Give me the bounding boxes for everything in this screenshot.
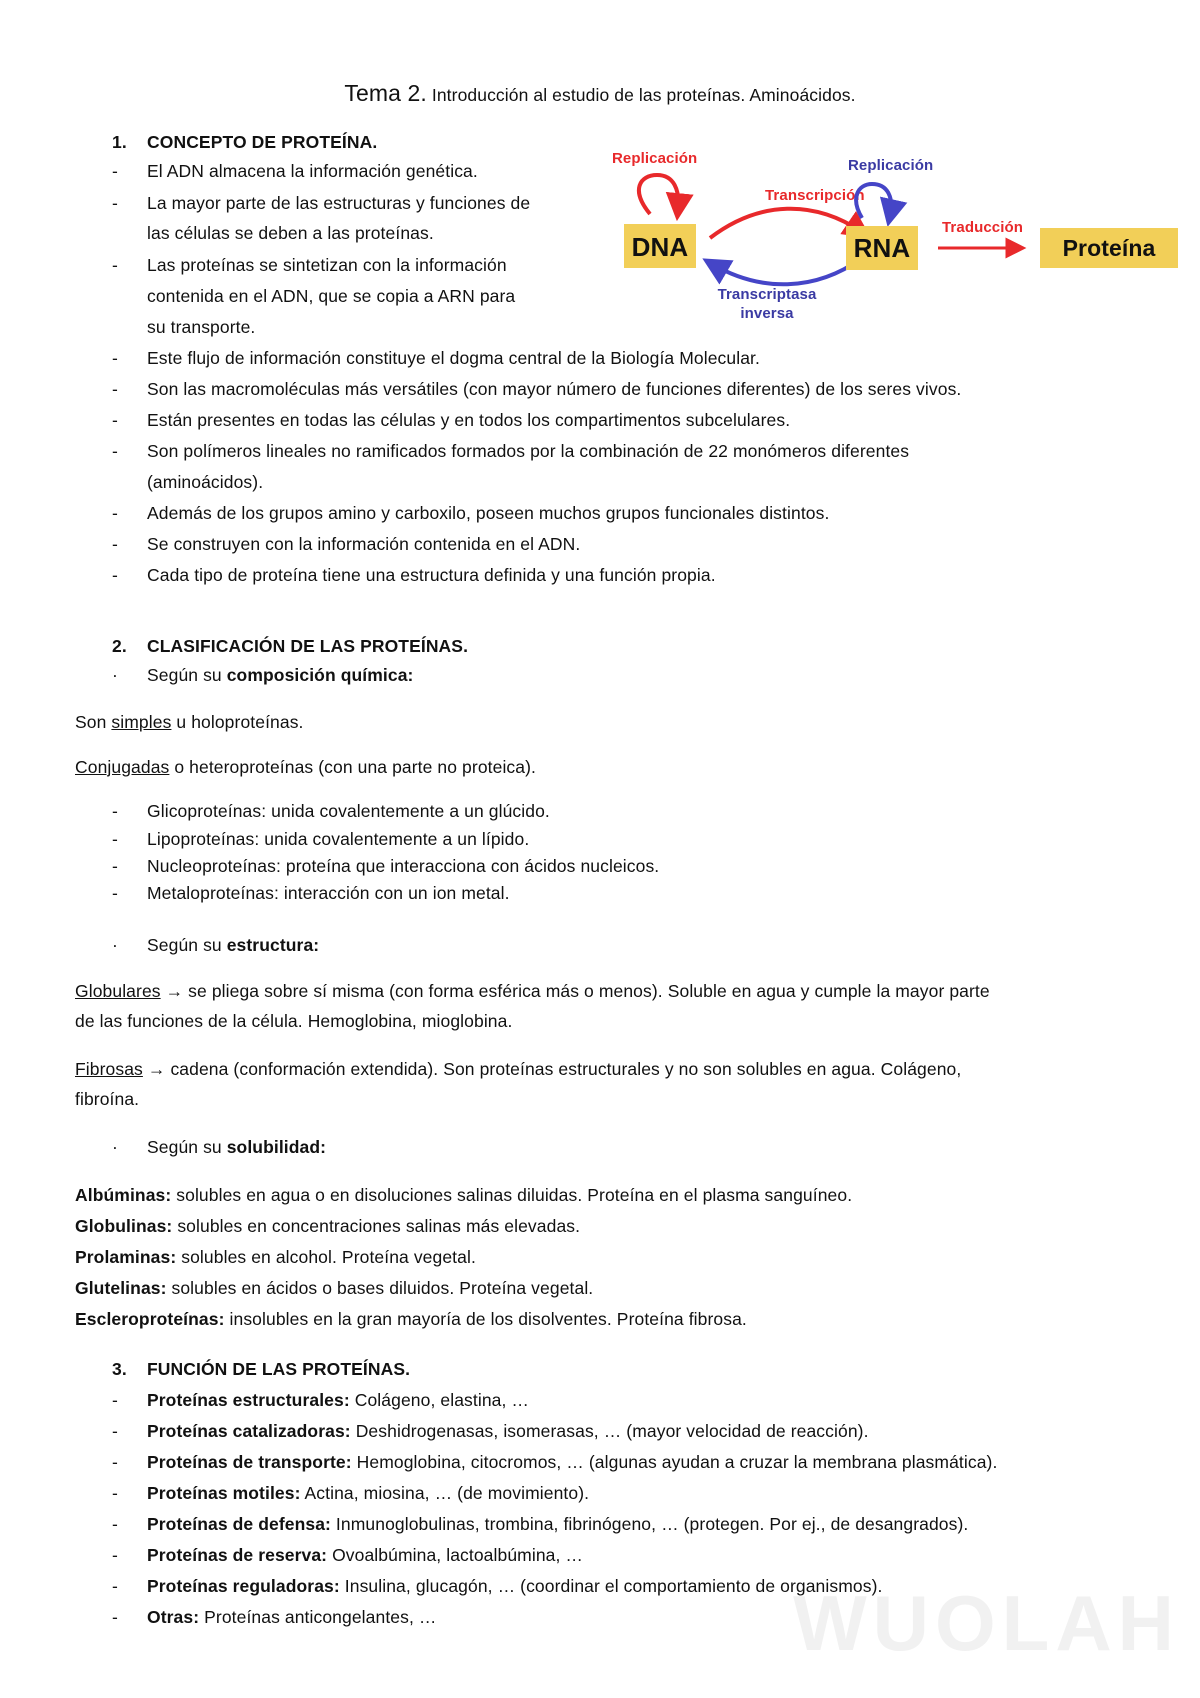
bullet-dash: -: [112, 1607, 118, 1627]
sol-text: solubles en agua o en disoluciones salinas diluidas. Proteína en el plasma sanguíneo.: [171, 1185, 853, 1205]
func-term: Proteínas de reserva:: [147, 1545, 328, 1565]
title-rest: Introducción al estudio de las proteínas. Aminoácidos.: [426, 85, 856, 105]
s1-item: Son polímeros lineales no ramificados formados por la combinación de 22 monómeros diferentes: [147, 441, 910, 461]
label-transcripcion: Transcripción: [765, 187, 865, 204]
sol-item: [75, 1180, 852, 1211]
bullet-dot: ·: [112, 1137, 118, 1157]
globulares-term: Globulares: [75, 981, 161, 1001]
comp-prefix: Según su: [147, 665, 227, 685]
label-replicacion-left: Replicación: [612, 150, 698, 167]
sol-prefix: Según su: [147, 1137, 227, 1157]
s1-item: las células se deben a las proteínas.: [147, 223, 434, 243]
s1-item: Las proteínas se sintetizan con la información: [147, 255, 507, 275]
bullet-dash: -: [112, 503, 118, 523]
bullet-dot: ·: [112, 935, 118, 955]
func-text: Insulina, glucagón, … (coordinar el comportamiento de organismos).: [339, 1576, 883, 1596]
bullet-dash: -: [112, 801, 118, 821]
conj-item: Metaloproteínas: interacción con un ion metal.: [147, 883, 510, 903]
sol-term: Escleroproteínas:: [75, 1309, 225, 1329]
bullet-dash: -: [112, 348, 118, 368]
globulares-text: se pliega sobre sí misma (con forma esférica más o menos). Soluble en agua y cumple la mayor parte: [188, 981, 990, 1001]
label-proteina: Proteína: [1062, 235, 1156, 261]
watermark-logo: WUOLAH: [793, 1579, 1180, 1667]
sol-item: [75, 1273, 593, 1304]
transcription-arrow: [710, 209, 862, 238]
s1-item: Este flujo de información constituye el dogma central de la Biología Molecular.: [147, 348, 760, 368]
globulares-line2: de las funciones de la célula. Hemoglobina, mioglobina.: [75, 1011, 513, 1031]
conj-item: Lipoproteínas: unida covalentemente a un lípido.: [147, 829, 530, 849]
label-dna: DNA: [631, 232, 689, 262]
func-text: Hemoglobina, citocromos, … (algunas ayudan a cruzar la membrana plasmática).: [351, 1452, 998, 1472]
s1-item: Se construyen con la información contenida en el ADN.: [147, 534, 581, 554]
sol-term: Glutelinas:: [75, 1278, 167, 1298]
func-item: [147, 1385, 529, 1416]
bullet-dash: -: [112, 379, 118, 399]
s1-item: El ADN almacena la información genética.: [147, 161, 478, 181]
func-term: Otras:: [147, 1607, 200, 1627]
label-inversa: inversa: [740, 305, 794, 322]
title-bold: Tema 2.: [344, 80, 427, 106]
arrow-right-icon: →: [160, 981, 189, 1001]
estr-heading: [147, 930, 319, 961]
func-term: Proteínas de defensa:: [147, 1514, 331, 1534]
section2-number: 2.: [112, 636, 127, 656]
bullet-dash: -: [112, 829, 118, 849]
sol-heading: [147, 1132, 326, 1163]
func-text: Colágeno, elastina, …: [349, 1390, 530, 1410]
bullet-dash: -: [112, 1421, 118, 1441]
func-term: Proteínas reguladoras:: [147, 1576, 340, 1596]
sol-term: Globulinas:: [75, 1216, 173, 1236]
simples-line: [75, 707, 304, 738]
simples-term: simples: [111, 712, 172, 732]
sol-item: [75, 1242, 476, 1273]
bullet-dash: -: [112, 1452, 118, 1472]
func-text: Actina, miosina, … (de movimiento).: [300, 1483, 590, 1503]
section3-heading: FUNCIÓN DE LAS PROTEÍNAS.: [147, 1359, 411, 1379]
section3-number: 3.: [112, 1359, 127, 1379]
bullet-dash: -: [112, 255, 118, 275]
func-term: Proteínas catalizadoras:: [147, 1421, 351, 1441]
bullet-dash: -: [112, 565, 118, 585]
simples-pre: Son: [75, 712, 112, 732]
bullet-dash: -: [112, 534, 118, 554]
bullet-dash: -: [112, 441, 118, 461]
func-term: Proteínas de transporte:: [147, 1452, 352, 1472]
conj-item: Glicoproteínas: unida covalentemente a un glúcido.: [147, 801, 550, 821]
sol-item: [75, 1304, 747, 1335]
bullet-dash: -: [112, 410, 118, 430]
func-text: Deshidrogenasas, isomerasas, … (mayor velocidad de reacción).: [350, 1421, 869, 1441]
func-text: Proteínas anticongelantes, …: [199, 1607, 437, 1627]
sol-term: Albúminas:: [75, 1185, 172, 1205]
sol-item: [75, 1211, 580, 1242]
fibrosas-line1: [75, 1054, 961, 1085]
sol-text: solubles en concentraciones salinas más elevadas.: [172, 1216, 581, 1236]
simples-post: u holoproteínas.: [171, 712, 304, 732]
bullet-dash: -: [112, 1514, 118, 1534]
estr-bold: estructura:: [226, 935, 320, 955]
bullet-dash: -: [112, 1545, 118, 1565]
reverse-transcription-arrow: [712, 258, 862, 284]
comp-heading: [147, 660, 413, 691]
label-rna: RNA: [853, 233, 911, 263]
section2-heading: CLASIFICACIÓN DE LAS PROTEÍNAS.: [147, 636, 469, 656]
sol-bold: solubilidad:: [226, 1137, 327, 1157]
sol-term: Prolaminas:: [75, 1247, 177, 1267]
bullet-dot: ·: [112, 665, 118, 685]
conjugadas-line: [75, 752, 536, 783]
func-item: [147, 1540, 583, 1571]
label-transcriptasa: Transcriptasa: [717, 286, 817, 303]
bullet-dash: -: [112, 856, 118, 876]
fibrosas-term: Fibrosas: [75, 1059, 143, 1079]
s1-item: Cada tipo de proteína tiene una estructura definida y una función propia.: [147, 565, 716, 585]
conj-item: Nucleoproteínas: proteína que interacciona con ácidos nucleicos.: [147, 856, 660, 876]
comp-bold: composición química:: [226, 665, 414, 685]
globulares-line1: [75, 976, 990, 1007]
section1-number: 1.: [112, 132, 127, 152]
sol-text: solubles en ácidos o bases diluidos. Proteína vegetal.: [166, 1278, 594, 1298]
fibrosas-text: cadena (conformación extendida). Son proteínas estructurales y no son solubles en agua. Colágeno,: [170, 1059, 962, 1079]
sol-text: insolubles en la gran mayoría de los disolventes. Proteína fibrosa.: [224, 1309, 747, 1329]
s1-item: Están presentes en todas las células y en todos los compartimentos subcelulares.: [147, 410, 791, 430]
func-text: Inmunoglobulinas, trombina, fibrinógeno, … (protegen. Por ej., de desangrados).: [330, 1514, 969, 1534]
func-item: [147, 1478, 589, 1509]
label-traduccion: Traducción: [942, 219, 1024, 236]
func-term: Proteínas motiles:: [147, 1483, 301, 1503]
s1-item: Además de los grupos amino y carboxilo, poseen muchos grupos funcionales distintos.: [147, 503, 830, 523]
page-title: [0, 78, 1200, 111]
func-item: [147, 1447, 997, 1478]
func-item: [147, 1416, 869, 1447]
s1-item: (aminoácidos).: [147, 472, 264, 492]
s1-item: su transporte.: [147, 317, 256, 337]
bullet-dash: -: [112, 1576, 118, 1596]
sol-text: solubles en alcohol. Proteína vegetal.: [176, 1247, 476, 1267]
bullet-dash: -: [112, 161, 118, 181]
fibrosas-line2: fibroína.: [75, 1089, 140, 1109]
conjugadas-post: o heteroproteínas (con una parte no proteica).: [169, 757, 537, 777]
func-item: [147, 1509, 968, 1540]
bullet-dash: -: [112, 1483, 118, 1503]
func-text: Ovoalbúmina, lactoalbúmina, …: [327, 1545, 584, 1565]
conjugadas-term: Conjugadas: [75, 757, 170, 777]
bullet-dash: -: [112, 1390, 118, 1410]
func-item: [147, 1571, 882, 1602]
bullet-dash: -: [112, 193, 118, 213]
func-item: [147, 1602, 437, 1633]
s1-item: contenida en el ADN, que se copia a ARN para: [147, 286, 516, 306]
s1-item: La mayor parte de las estructuras y funciones de: [147, 193, 531, 213]
func-term: Proteínas estructurales:: [147, 1390, 350, 1410]
central-dogma-diagram: [600, 140, 1190, 340]
arrow-right-icon: →: [142, 1059, 171, 1079]
bullet-dash: -: [112, 883, 118, 903]
section1-heading: CONCEPTO DE PROTEÍNA.: [147, 132, 378, 152]
label-replicacion-right: Replicación: [848, 157, 934, 174]
estr-prefix: Según su: [147, 935, 227, 955]
s1-item: Son las macromoléculas más versátiles (con mayor número de funciones diferentes) de los seres vivos.: [147, 379, 962, 399]
replication-dna-arrow: [639, 175, 678, 214]
